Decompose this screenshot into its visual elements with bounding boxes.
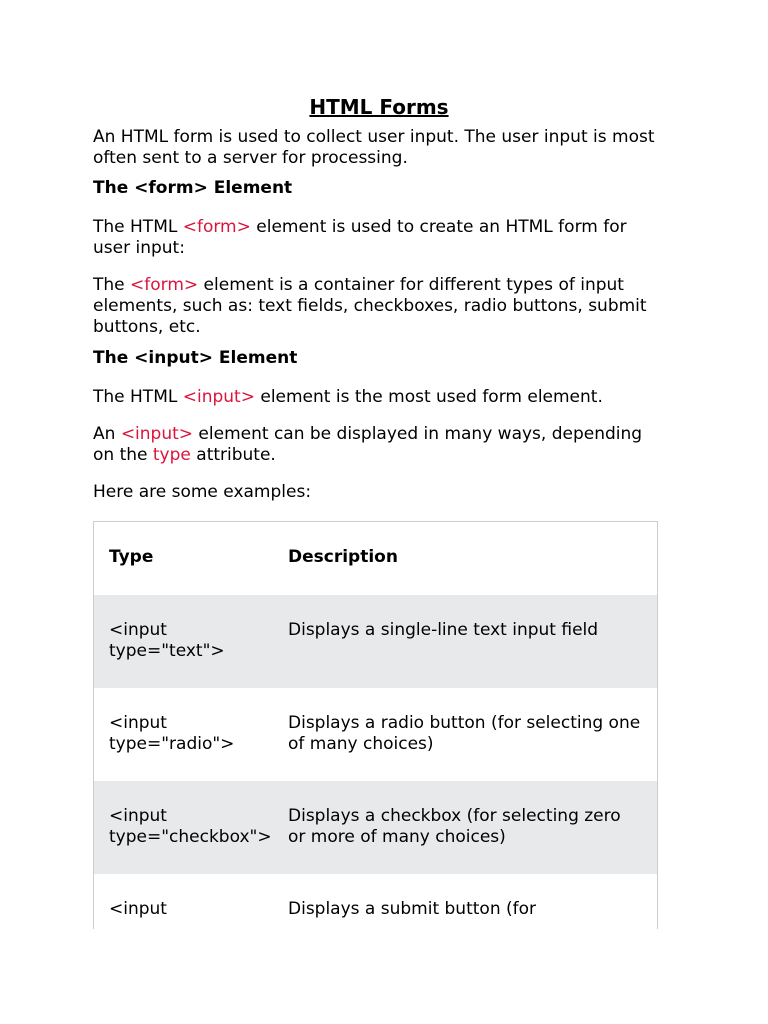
code-form-tag: <form> <box>130 275 199 295</box>
input-paragraph-1 <box>93 387 665 408</box>
table-row <box>94 688 657 781</box>
page-title: HTML Forms <box>309 95 449 119</box>
table-row <box>94 874 657 929</box>
table-row <box>94 595 657 688</box>
form-section-heading: The <form> Element <box>93 178 293 198</box>
code-type-attribute: type <box>152 445 191 465</box>
description-cell: Displays a radio button (for selecting one of many choices) <box>288 713 641 754</box>
type-line: <input <box>109 806 167 826</box>
text: element is the most used form element. <box>254 387 603 407</box>
description-cell: Displays a single-line text input field <box>288 620 599 640</box>
text: The <box>93 275 131 295</box>
code-form-tag: <form> <box>182 217 251 237</box>
type-cell <box>94 595 288 688</box>
type-line: <input <box>109 713 167 733</box>
header-type: Type <box>109 547 154 567</box>
input-section-heading: The <input> Element <box>93 348 298 368</box>
description-cell: Displays a submit button (for <box>288 899 537 919</box>
text: element is used to create an HTML form for user input: <box>93 217 627 258</box>
form-paragraph-2 <box>93 275 665 338</box>
input-paragraph-2 <box>93 424 665 466</box>
input-paragraph-3: Here are some examples: <box>93 482 312 502</box>
code-input-tag: <input> <box>182 387 255 407</box>
input-types-table <box>93 521 658 929</box>
form-paragraph-1 <box>93 217 665 259</box>
type-line: type="radio"> <box>109 734 235 754</box>
type-line: type="text"> <box>109 641 225 661</box>
type-cell <box>94 688 288 781</box>
code-input-tag: <input> <box>120 424 194 444</box>
intro-paragraph: An HTML form is used to collect user input. The user input is most often sent to a server for processing. <box>93 127 655 168</box>
header-description: Description <box>288 547 398 567</box>
text: attribute. <box>190 445 276 465</box>
text: An <box>93 424 121 444</box>
text: element can be displayed in many ways, depending on the <box>93 424 643 465</box>
type-line: <input <box>109 620 167 640</box>
type-line: <input <box>109 899 167 919</box>
document-page <box>93 95 665 503</box>
type-cell <box>94 781 288 874</box>
type-cell <box>94 874 288 929</box>
table-row <box>94 781 657 874</box>
text: The HTML <box>93 387 183 407</box>
text: element is a container for different types of input elements, such as: text fields, checkboxes, radio buttons, submit buttons, etc. <box>93 275 647 337</box>
text: The HTML <box>93 217 183 237</box>
description-cell: Displays a checkbox (for selecting zero or more of many choices) <box>288 806 621 847</box>
type-line: type="checkbox"> <box>109 827 272 847</box>
table-header-row <box>94 522 657 595</box>
